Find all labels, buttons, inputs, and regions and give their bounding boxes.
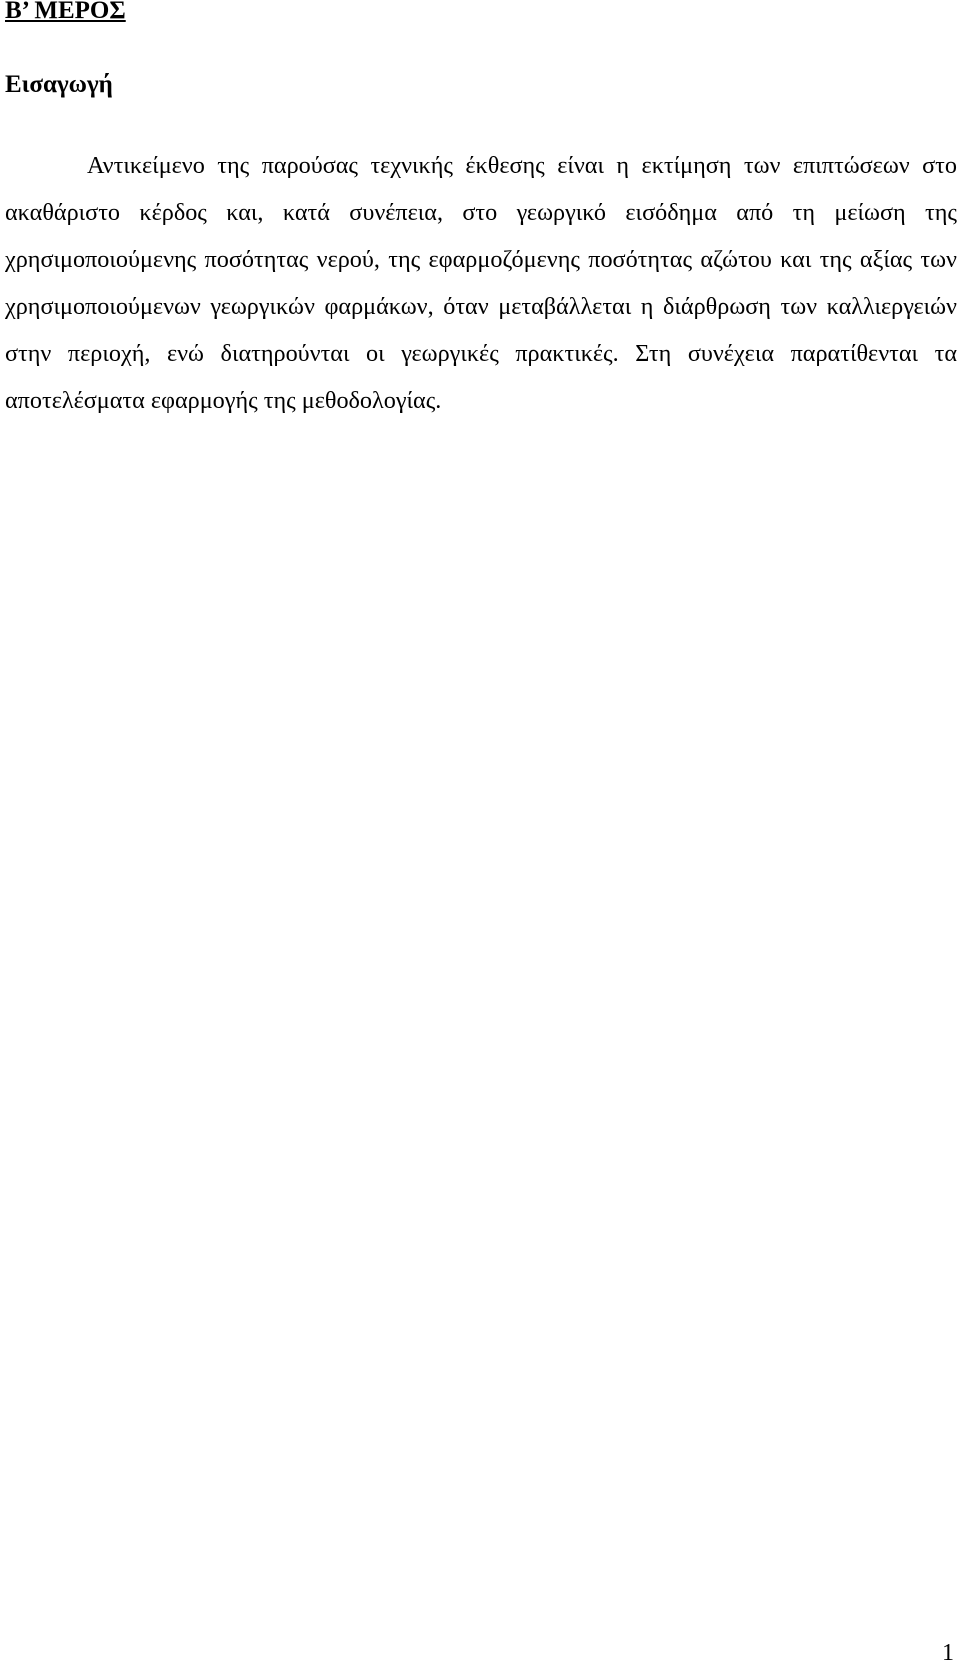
page-number: 1 — [942, 1640, 954, 1666]
part-heading: Β’ ΜΕΡΟΣ — [5, 0, 126, 24]
intro-paragraph: Αντικείμενο της παρούσας τεχνικής έκθεσης είναι η εκτίμηση των επιπτώσεων στο ακαθάριστο κέρδος και, κατά συνέπεια, στο γεωργικό εισόδημα από τη μείωση της χρησιμοποιούμενης ποσότητας νερού, της εφαρμοζόμενης ποσότητας αζώτου και της αξίας των χρησιμοποιούμενων γεωργικών φαρμάκων, όταν μεταβάλλεται η διάρθρωση των καλλιεργειών στην περιοχή, ενώ διατηρούνται οι γεωργικές πρακτικές. Στη συνέχεια παρατίθενται τα αποτελέσματα εφαρμογής της μεθοδολογίας. — [5, 152, 957, 414]
section-heading: Εισαγωγή — [5, 71, 113, 98]
